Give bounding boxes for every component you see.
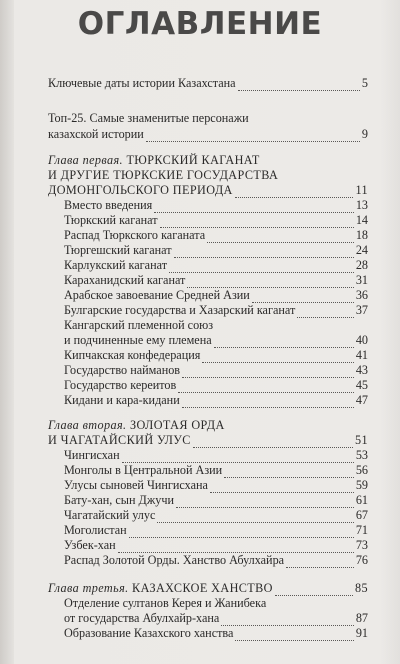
toc-entry-title: Распад Золотой Орды. Ханство Абулхайра [64, 553, 285, 567]
toc-entry-title: Моголистан [64, 523, 127, 537]
toc-subentry[interactable] [64, 303, 368, 318]
toc-entry-page: 85 [355, 581, 368, 595]
dot-leader [182, 366, 354, 378]
toc-entry-page: 14 [355, 213, 368, 227]
chapter2-title-line1: ЗОЛОТАЯ ОРДА [129, 418, 225, 432]
dot-leader [169, 261, 354, 273]
toc-subentry[interactable] [64, 493, 368, 508]
page-title: ОГЛАВЛЕНИЕ [77, 6, 323, 42]
toc-entry-page: 41 [355, 348, 368, 362]
dot-leader [182, 396, 354, 408]
dot-leader [178, 381, 354, 393]
dot-leader [129, 526, 354, 538]
toc-entry-title: Улусы сыновей Чингисхана [64, 478, 208, 492]
chapter2-label: Глава вторая. [48, 418, 127, 432]
toc-subentry-line1[interactable]: Кангарский племенной союз [64, 318, 214, 332]
toc-entry-title: и подчиненные ему племена [64, 333, 212, 347]
chapter3-title: КАЗАХСКОЕ ХАНСТВО [132, 581, 273, 595]
toc-subentry[interactable] [64, 258, 368, 273]
toc-subentry[interactable] [64, 378, 368, 393]
toc-entry-title: Арабское завоевание Средней Азии [64, 288, 250, 302]
toc-entry-page: 24 [355, 243, 368, 257]
chapter3-label: Глава третья. [48, 581, 129, 595]
toc-entry-title: Бату-хан, сын Джучи [64, 493, 175, 507]
toc-entry-title: Вместо введения [64, 198, 153, 212]
dot-leader [286, 556, 354, 568]
toc-subentry[interactable] [64, 243, 368, 258]
toc-entry-page: 56 [355, 463, 368, 477]
toc-entry-page: 28 [355, 258, 368, 272]
toc-subentry[interactable] [64, 333, 368, 348]
toc-entry-top25-line1[interactable]: Топ-25. Самые знаменитые персонажи [48, 111, 249, 125]
toc-subentry[interactable] [64, 363, 368, 378]
toc-entry-page: 13 [355, 198, 368, 212]
toc-entry-page: 11 [355, 183, 368, 197]
toc-entry-title: Тюркский каганат [64, 213, 158, 227]
toc-entry-title: Чагатайский улус [64, 508, 156, 522]
toc-entry-top25[interactable] [48, 127, 368, 142]
toc-subentry[interactable] [64, 198, 368, 213]
toc-entry-page: 36 [355, 288, 368, 302]
toc-entry-title: Образование Казахского ханства [64, 626, 234, 640]
toc-entry-chapter1[interactable] [48, 183, 368, 198]
chapter3-heading [48, 581, 273, 596]
toc-entry-title: Государство кереитов [64, 378, 177, 392]
toc-entry-page: 67 [355, 508, 368, 522]
toc-entry-title: Узбек-хан [64, 538, 116, 552]
toc-subentry[interactable] [64, 508, 368, 523]
toc-entry-page: 51 [355, 433, 368, 447]
toc-entry-title: Тюргешский каганат [64, 243, 172, 257]
dot-leader [235, 629, 353, 641]
toc-subentry[interactable] [64, 273, 368, 288]
dot-leader [252, 291, 354, 303]
dot-leader [154, 201, 354, 213]
dot-leader [176, 496, 354, 508]
dot-leader [207, 231, 354, 243]
dot-leader [187, 276, 353, 288]
dot-leader [193, 436, 353, 448]
toc-entry-title: Чингисхан [64, 448, 120, 462]
dot-leader [235, 186, 354, 198]
toc-entry-title: Кидани и кара-кидани [64, 393, 180, 407]
toc-subentry[interactable] [64, 626, 368, 641]
toc-entry-title: Распад Тюркского каганата [64, 228, 206, 242]
toc-entry-chapter3[interactable] [48, 581, 368, 596]
toc-entry-page: 18 [355, 228, 368, 242]
toc-entry-page: 45 [355, 378, 368, 392]
toc-subentry[interactable] [64, 553, 368, 568]
toc-entry-title: от государства Абулхайр-хана [64, 611, 220, 625]
dot-leader [210, 481, 354, 493]
toc-subentry[interactable] [64, 463, 368, 478]
toc-entry-page: 76 [355, 553, 368, 567]
dot-leader [202, 351, 353, 363]
toc-entry-page: 47 [355, 393, 368, 407]
toc-entry-page: 40 [355, 333, 368, 347]
chapter1-heading-line1[interactable] [48, 153, 368, 168]
toc-entry-title: казахской истории [48, 127, 144, 141]
toc-entry-chapter2[interactable] [48, 433, 368, 448]
toc-subentry[interactable] [64, 523, 368, 538]
toc-entry-page: 37 [355, 303, 368, 317]
chapter2-title-line2: И ЧАГАТАЙСКИЙ УЛУС [48, 433, 191, 447]
toc-subentry[interactable] [64, 478, 368, 493]
dot-leader [160, 216, 354, 228]
toc-subentry[interactable] [64, 393, 368, 408]
dot-leader [122, 451, 354, 463]
dot-leader [118, 541, 354, 553]
chapter1-title-line3: ДОМОНГОЛЬСКОГО ПЕРИОДА [48, 183, 233, 197]
dot-leader [174, 246, 354, 258]
toc-entry-title: Булгарские государства и Хазарский каганат [64, 303, 296, 317]
toc-entry-title: Государство найманов [64, 363, 181, 377]
toc-entry-title: Кипчакская конфедерация [64, 348, 201, 362]
chapter2-heading-line1[interactable] [48, 418, 368, 433]
chapter1-label: Глава первая. [48, 153, 123, 167]
dot-leader [238, 79, 360, 91]
toc-entry-page: 5 [361, 76, 368, 90]
toc-entry-page: 53 [355, 448, 368, 462]
toc-subentry[interactable] [64, 538, 368, 553]
toc-subentry[interactable] [64, 448, 368, 463]
toc-entry-page: 73 [355, 538, 368, 552]
chapter1-title-line2: И ДРУГИЕ ТЮРКСКИЕ ГОСУДАРСТВА [48, 168, 279, 182]
dot-leader [224, 466, 354, 478]
toc-entry-title: Монголы в Центральной Азии [64, 463, 223, 477]
toc-subentry-line1[interactable]: Отделение султанов Керея и Жанибека [64, 596, 267, 610]
chapter1-title-line1: ТЮРКСКИЙ КАГАНАТ [126, 153, 260, 167]
toc-entry-title: Караханидский каганат [64, 273, 186, 287]
toc-entry-title: Карлукский каганат [64, 258, 168, 272]
toc-entry-title: Ключевые даты истории Казахстана [48, 76, 236, 90]
dot-leader [297, 306, 353, 318]
dot-leader [221, 614, 354, 626]
toc-entry-page: 61 [355, 493, 368, 507]
toc-entry-page: 59 [355, 478, 368, 492]
dot-leader [146, 130, 360, 142]
toc-subentry[interactable] [64, 213, 368, 228]
toc-subentry[interactable] [64, 611, 368, 626]
toc-entry-page: 9 [361, 127, 368, 141]
toc-entry-page: 87 [355, 611, 368, 625]
toc-subentry[interactable] [64, 348, 368, 363]
toc-entry-page: 31 [355, 273, 368, 287]
toc-subentry[interactable] [64, 288, 368, 303]
toc-entry-key-dates[interactable] [48, 76, 368, 91]
toc-subentry[interactable] [64, 228, 368, 243]
toc-entry-page: 71 [355, 523, 368, 537]
dot-leader [157, 511, 353, 523]
dot-leader [214, 336, 354, 348]
toc-entry-page: 91 [355, 626, 368, 640]
dot-leader [275, 584, 353, 596]
toc-entry-page: 43 [355, 363, 368, 377]
